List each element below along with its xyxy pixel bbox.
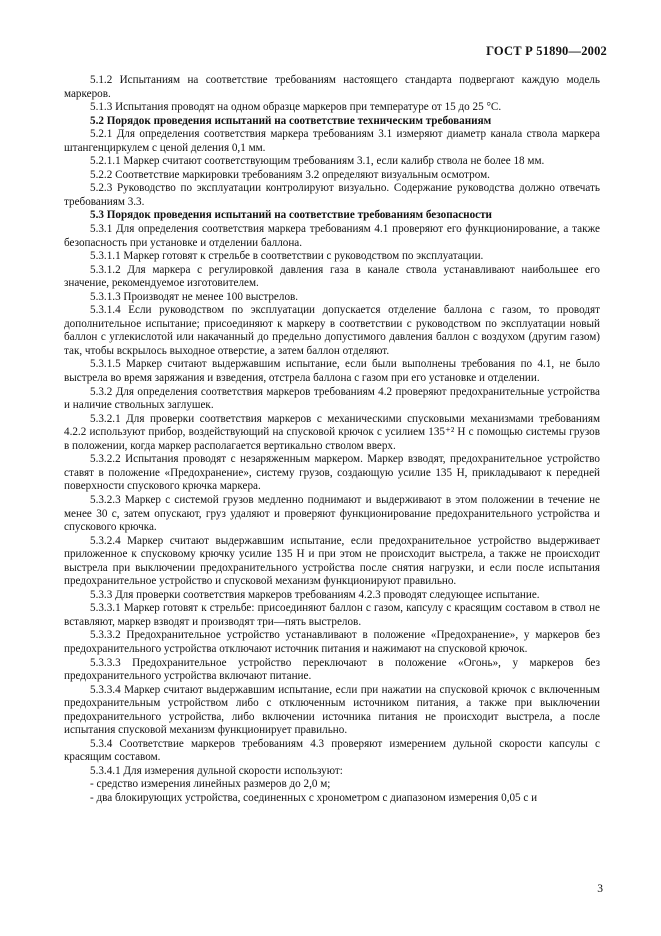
paragraph: 5.3.1.5 Маркер считают выдержавшим испытание, если были выполнены требования по 4.1, не было выстрела во время заряжания и взведения, отстрела баллона с газом при его установке и отделении. (64, 358, 600, 385)
paragraph: 5.1.2 Испытаниям на соответствие требованиям настоящего стандарта подвергают каждую модель маркеров. (64, 74, 600, 100)
paragraph: 5.3.2.3 Маркер с системой грузов медленно поднимают и выдерживают в этом положении в течение не менее 30 с, затем опускают, груз удаляют и проверяют функционирование предохранительного устройства и спускового крючка. (64, 493, 600, 534)
paragraph: 5.2.1 Для определения соответствия маркера требованиям 3.1 измеряют диаметр канала ствола маркера штангенциркулем с ценой деления 0,1 мм. (64, 128, 600, 154)
paragraph: 5.3.1.1 Маркер готовят к стрельбе в соответствии с руководством по эксплуатации. (90, 250, 484, 263)
paragraph: 5.3.4.1 Для измерения дульной скорости используют: (90, 764, 343, 777)
paragraph: 5.3.1.3 Производят не менее 100 выстрелов. (90, 290, 299, 303)
paragraph: 5.3.1.2 Для маркера с регулировкой давления газа в канале ствола устанавливают наибольшее его значение, рекомендуемое изготовителем. (64, 263, 600, 290)
section-heading: 5.2 Порядок проведения испытаний на соответствие техническим требованиям (90, 114, 492, 127)
list-item: - средство измерения линейных размеров до 2,0 м; (90, 778, 331, 791)
paragraph: 5.3.3.2 Предохранительное устройство устанавливают в положение «Предохранение», у маркеров без предохранительного устройства отключают источник питания и нажимают на спусковой крючок. (64, 629, 600, 655)
paragraph: 5.3.2 Для определения соответствия маркеров требованиям 4.2 проверяют предохранительные устройства и наличие ствольных заглушек. (64, 385, 600, 412)
paragraph: 5.3.1 Для определения соответствия маркера требованиям 4.1 проверяют его функционирование, а также безопасность при установке и отделении баллона. (64, 223, 600, 249)
document-body (64, 74, 600, 806)
section-heading: 5.3 Порядок проведения испытаний на соответствие требованиям безопасности (90, 209, 492, 222)
paragraph: 5.3.3.4 Маркер считают выдержавшим испытание, если при нажатии на спусковой крючок с включенным предохранительным устройством либо с отключенным источником питания, а также при выключении предохранительного устройства, либо включении источника питания не происходит выстрела, а после испытания спусковой механизм функционирует правильно. (64, 683, 600, 737)
paragraph: 5.1.3 Испытания проводят на одном образце маркеров при температуре от 15 до 25 °С. (90, 101, 502, 114)
paragraph: 5.2.1.1 Маркер считают соответствующим требованиям 3.1, если калибр ствола не более 18 мм. (90, 155, 545, 168)
document-header: ГОСТ Р 51890—2002 (486, 44, 607, 58)
list-item: - два блокирующих устройства, соединенных с хронометром с диапазоном измерения 0,05 с и (90, 791, 538, 804)
paragraph: 5.3.3.3 Предохранительное устройство переключают в положение «Огонь», у маркеров без предохранительного устройства включают питание. (64, 656, 600, 683)
paragraph: 5.3.4 Соответствие маркеров требованиям 4.3 проверяют измерением дульной скорости капсулы с красящим составом. (64, 737, 600, 764)
paragraph: 5.3.3.1 Маркер готовят к стрельбе: присоединяют баллон с газом, капсулу с красящим составом в ствол не вставляют, маркер взводят и производят три—пять выстрелов. (64, 602, 600, 628)
paragraph: 5.3.2.4 Маркер считают выдержавшим испытание, если предохранительное устройство выдерживает приложенное к спусковому крючку усилие 135 Н и при этом не происходит выстрела, а также не происходит выстрела при выключении предохранительного устройства после снятия нагрузки, и если после испытания предохранительное устройство и спусковой механизм функционируют правильно. (64, 534, 600, 588)
paragraph: 5.3.2.1 Для проверки соответствия маркеров с механическими спусковыми механизмами требованиям 4.2.2 используют прибор, воздействующий на спусковой крючок с усилием 135⁺² Н с помощью системы грузов в положении, когда маркер располагается вертикально стволом вверх. (64, 412, 600, 452)
paragraph: 5.2.3 Руководство по эксплуатации контролируют визуально. Содержание руководства должно отвечать требованиям 3.3. (64, 182, 600, 208)
paragraph: 5.3.2.2 Испытания проводят с незаряженным маркером. Маркер взводят, предохранительное устройство ставят в положение «Предохранение», систему грузов, создающую усилие 135 Н, прикладывают к передней поверхности спускового крючка маркера. (64, 453, 600, 493)
paragraph: 5.3.3 Для проверки соответствия маркеров требованиям 4.2.3 проводят следующее испытание. (90, 588, 540, 601)
paragraph: 5.3.1.4 Если руководством по эксплуатации допускается отделение баллона с газом, то проводят дополнительное испытание; присоединяют к маркеру в соответствии с руководством по эксплуатации новый баллон с углекислотой или накачанный до предельно допустимого давления баллон с воздухом (другим газом) так, чтобы вскрылось выходное отверстие, а затем баллон отделяют. (64, 304, 600, 357)
paragraph: 5.2.2 Соответствие маркировки требованиям 3.2 определяют визуальным осмотром. (90, 168, 490, 181)
page-number: 3 (597, 883, 603, 895)
